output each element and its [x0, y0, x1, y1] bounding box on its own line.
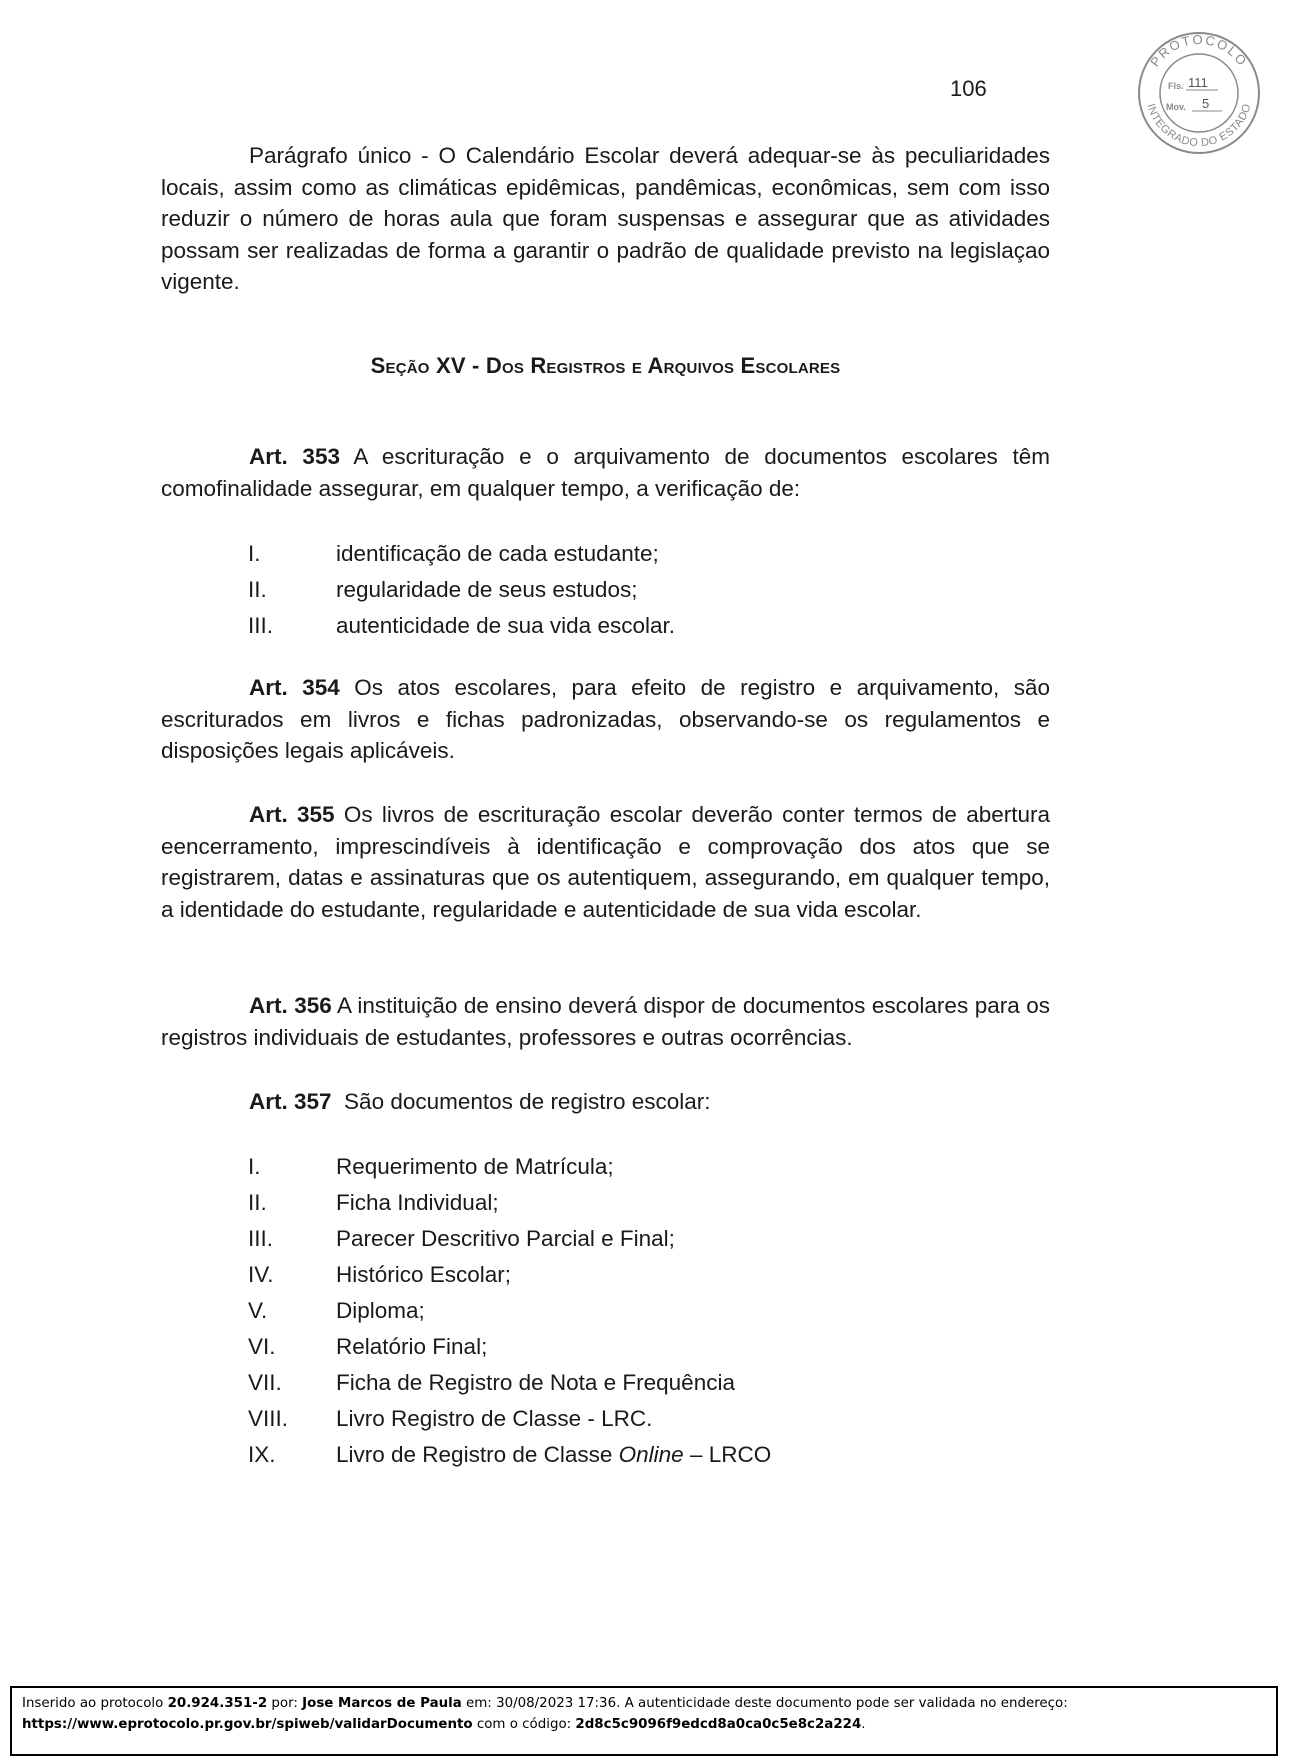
list-item [248, 1149, 771, 1185]
list-item-text: Ficha de Registro de Nota e Frequência [336, 1370, 735, 1395]
stamp-mov-label: Mov. [1166, 102, 1186, 112]
art-354-text: Os atos escolares, para efeito de registro e arquivamento, são escriturados em livros e fichas padronizadas, observando-se os regulamentos e disposições legais aplicáveis. [161, 675, 1050, 763]
art-355-paragraph [161, 799, 1050, 925]
list-item-text: Histórico Escolar; [336, 1262, 512, 1287]
list-item-number: I. [248, 541, 261, 566]
art-353-label: Art. 353 [249, 444, 340, 469]
list-item [248, 1293, 771, 1329]
list-item [248, 572, 675, 608]
list-item-text: Requerimento de Matrícula; [336, 1154, 614, 1179]
paragrafo-unico: Parágrafo único - O Calendário Escolar deverá adequar-se às peculiaridades locais, assim como as climáticas epidêmicas, pandêmicas, econômicas, sem com isso reduzir o número de horas aula que foram suspensas e assegurar que as atividades possam ser realizadas de forma a garantir o padrão de qualidade previsto na legislaçao vigente. [161, 143, 1050, 294]
footer-end: . [861, 1717, 866, 1732]
stamp-fls-label: Fls. [1168, 81, 1184, 91]
list-item-text: Diploma; [336, 1298, 425, 1323]
footer-code: 2d8c5c9096f9edcd8a0ca0c5e8c2a224 [575, 1717, 862, 1732]
list-item-text-end: – LRCO [683, 1442, 772, 1467]
art-357-text: São documentos de registro escolar: [331, 1089, 711, 1114]
list-item [248, 1257, 771, 1293]
art-357-list [248, 1149, 771, 1473]
stamp-mov-value: 5 [1202, 96, 1210, 111]
list-item-number: V. [248, 1298, 268, 1323]
list-item-number: VIII. [248, 1406, 289, 1431]
art-356-text: A instituição de ensino deverá dispor de documentos escolares para os registros individuais de estudantes, professores e outras ocorrências. [161, 993, 1050, 1050]
art-354-paragraph [161, 672, 1050, 767]
list-item-text: autenticidade de sua vida escolar. [336, 613, 675, 638]
art-353-list [248, 536, 675, 644]
footer-por: por: [267, 1696, 303, 1711]
svg-text:INTEGRADO DO ESTADO [1144, 102, 1253, 149]
art-353-paragraph [161, 441, 1050, 504]
section-title: Seção XV - Dos Registros e Arquivos Escolares [370, 353, 841, 378]
list-item-text: identificação de cada estudante; [336, 541, 659, 566]
list-item-italic-text: Online [618, 1442, 684, 1467]
list-item-number: IV. [248, 1262, 274, 1287]
list-item-number: III. [248, 1226, 274, 1251]
footer-date-text: em: 30/08/2023 17:36. A autenticidade deste documento pode ser validada no endereço: [461, 1696, 1068, 1711]
art-355-label: Art. 355 [249, 802, 335, 827]
list-item [248, 1437, 771, 1473]
list-item-number: II. [248, 577, 267, 602]
stamp-fls-value: 111 [1188, 75, 1208, 90]
page-number: 106 [950, 76, 987, 101]
list-item-number: VI. [248, 1334, 276, 1359]
list-item [248, 1329, 771, 1365]
protocol-stamp [1136, 30, 1262, 156]
art-356-label: Art. 356 [249, 993, 332, 1018]
list-item [248, 608, 675, 644]
footer-protocol-number: 20.924.351-2 [167, 1696, 268, 1711]
art-356-paragraph [161, 990, 1050, 1053]
list-item-text: Relatório Final; [336, 1334, 488, 1359]
footer-line-1 [22, 1693, 1266, 1714]
list-item [248, 1185, 771, 1221]
list-item-text: Ficha Individual; [336, 1190, 499, 1215]
list-item [248, 1221, 771, 1257]
art-353-text: A escrituração e o arquivamento de documentos escolares têm comofinalidade assegurar, em qualquer tempo, a verificação de: [161, 444, 1050, 501]
list-item-number: II. [248, 1190, 267, 1215]
footer-prefix: Inserido ao protocolo [22, 1696, 168, 1711]
art-354-label: Art. 354 [249, 675, 340, 700]
art-357-label: Art. 357 [249, 1089, 332, 1114]
svg-text:PROTOCOLO [1147, 32, 1251, 70]
footer-validation-box [10, 1686, 1278, 1756]
art-357-paragraph [161, 1086, 1050, 1118]
list-item-number: I. [248, 1154, 261, 1179]
list-item-text: Livro de Registro de Classe [336, 1442, 619, 1467]
list-item-number: VII. [248, 1370, 282, 1395]
list-item [248, 536, 675, 572]
stamp-bottom-text: INTEGRADO DO ESTADO [1144, 102, 1254, 150]
list-item [248, 1401, 771, 1437]
list-item-text: Livro Registro de Classe - LRC. [336, 1406, 653, 1431]
list-item-number: III. [248, 613, 274, 638]
list-item-text: regularidade de seus estudos; [336, 577, 638, 602]
list-item-text: Parecer Descritivo Parcial e Final; [336, 1226, 675, 1251]
footer-line-2 [22, 1714, 1266, 1735]
list-item [248, 1365, 771, 1401]
footer-validation-link[interactable]: https://www.eprotocolo.pr.gov.br/spiweb/validarDocumento [22, 1717, 473, 1732]
art-355-text: Os livros de escrituração escolar deverão conter termos de abertura eencerramento, imprescindíveis à identificação e comprovação dos atos que se registrarem, datas e assinaturas que os autentiquem, assegurando, em qualquer tempo, a identidade do estudante, regularidade e autenticidade de sua vida escolar. [161, 802, 1050, 922]
footer-code-label: com o código: [472, 1717, 576, 1732]
footer-author: Jose Marcos de Paula [302, 1696, 462, 1711]
list-item-number: IX. [248, 1442, 276, 1467]
stamp-top-text: PROTOCOLO [1147, 31, 1251, 70]
